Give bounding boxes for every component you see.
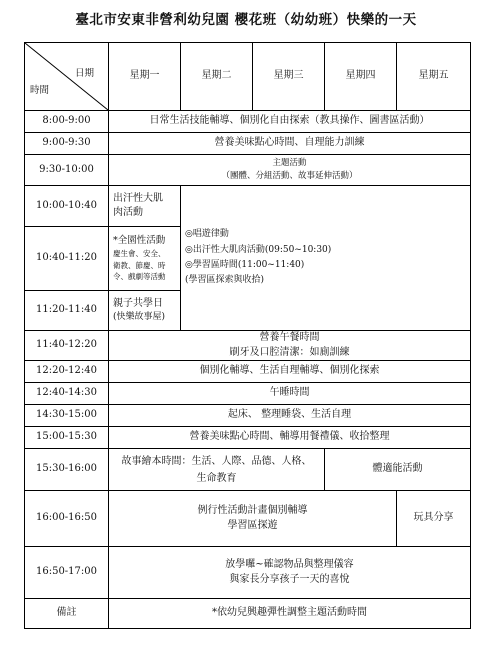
time-cell: 12:40-14:30 — [25, 383, 109, 405]
activity-cell: 個別化輔導、生活自理輔導、個別化探索 — [109, 361, 471, 383]
schedule-row — [25, 133, 471, 155]
activity-line: 與家長分享孩子一天的喜悅 — [229, 573, 350, 585]
activity-cell — [109, 491, 397, 547]
activity-cell — [109, 547, 471, 599]
activity-cell: 午睡時間 — [109, 383, 471, 405]
schedule-row — [25, 449, 471, 491]
activity-line: 出汗性大肌 — [113, 192, 163, 204]
activity-line: 生命教育 — [196, 472, 237, 484]
diagonal-date-label: 日期 — [74, 68, 94, 79]
schedule-row — [25, 331, 471, 361]
activity-cell — [109, 186, 181, 227]
schedule-row — [25, 547, 471, 599]
schedule-row — [25, 427, 471, 449]
activity-line: 肉活動 — [113, 207, 143, 218]
activity-line: 學習區探遊 — [227, 519, 278, 531]
time-cell: 10:40-11:20 — [25, 227, 109, 291]
activity-cell — [109, 449, 325, 491]
activity-line: 例行性活動計畫個別輔導 — [197, 505, 308, 516]
activity-cell — [109, 227, 181, 291]
diagonal-time-label: 時間 — [30, 85, 50, 97]
schedule-row — [25, 405, 471, 427]
activity-cell: 日常生活技能輔導、個別化自由探索（教具操作、圖書區活動） — [109, 111, 471, 133]
activity-cell — [109, 291, 181, 331]
time-cell: 14:30-15:00 — [25, 405, 109, 427]
activity-line: ◎唱遊律動 — [185, 229, 229, 240]
time-cell: 8:00-9:00 — [25, 111, 109, 133]
time-cell: 9:30-10:00 — [25, 155, 109, 186]
activity-line: 慶生會、安全、 — [113, 248, 166, 258]
schedule-table — [24, 42, 471, 629]
activity-cell: 體適能活動 — [325, 449, 471, 491]
activity-line: 令、戲劇等活動 — [113, 272, 166, 282]
notes-cell: *依幼兒興趣彈性調整主題活動時間 — [109, 599, 471, 629]
activity-line: 刷牙及口腔清潔：如廁訓練 — [229, 346, 350, 358]
time-cell: 10:00-10:40 — [25, 186, 109, 227]
activity-line: ◎出汗性大肌肉活動(09:50~10:30) — [185, 244, 332, 255]
schedule-row — [25, 155, 471, 186]
activity-line: (快樂故事屋) — [113, 312, 166, 323]
time-cell: 11:40-12:20 — [25, 331, 109, 361]
schedule-row — [25, 383, 471, 405]
notes-label-cell: 備註 — [25, 599, 109, 629]
activity-line: (學習區探索與收拾) — [185, 275, 265, 286]
activity-line: 主題活動 — [272, 157, 307, 168]
time-cell: 15:00-15:30 — [25, 427, 109, 449]
diagonal-header-cell — [25, 43, 109, 111]
activity-cell — [109, 331, 471, 361]
combined-activity-cell — [181, 186, 471, 331]
day-header-friday: 星期五 — [397, 43, 471, 111]
activity-cell: 營養美味點心時間、自理能力訓練 — [109, 133, 471, 155]
day-header-wednesday: 星期三 — [253, 43, 325, 111]
time-cell: 11:20-11:40 — [25, 291, 109, 331]
page-title: 臺北市安東非營利幼兒園 櫻花班（幼幼班）快樂的一天 — [75, 12, 417, 28]
activity-line: （團體、分組活動、故事延伸活動） — [221, 171, 358, 181]
activity-line: 營養午餐時間 — [259, 332, 320, 343]
day-header-thursday: 星期四 — [325, 43, 397, 111]
time-cell: 16:00-16:50 — [25, 491, 109, 547]
diagonal-line — [25, 43, 108, 110]
activity-line: ◎學習區時間(11:00~11:40) — [185, 260, 305, 270]
day-header-tuesday: 星期二 — [181, 43, 253, 111]
activity-cell: 營養美味點心時間、輔導用餐禮儀、收拾整理 — [109, 427, 471, 449]
activity-cell: 玩具分享 — [397, 491, 471, 547]
schedule-row — [25, 111, 471, 133]
schedule-row — [25, 186, 471, 227]
time-cell: 12:20-12:40 — [25, 361, 109, 383]
header-row — [25, 43, 471, 111]
activity-cell — [109, 155, 471, 186]
activity-line: 放學囉~確認物品與整理儀容 — [225, 559, 354, 570]
schedule-row — [25, 491, 471, 547]
activity-line: 衛教、節慶、時 — [113, 260, 166, 270]
time-cell: 9:00-9:30 — [25, 133, 109, 155]
activity-line: 故事繪本時間：生活、人際、品德、人格、 — [121, 455, 312, 467]
activity-line: *全園性活動 — [113, 235, 166, 247]
activity-line: 親子共學日 — [113, 297, 163, 309]
time-cell: 16:50-17:00 — [25, 547, 109, 599]
notes-row — [25, 599, 471, 629]
day-header-monday: 星期一 — [109, 43, 181, 111]
time-cell: 15:30-16:00 — [25, 449, 109, 491]
schedule-row — [25, 361, 471, 383]
activity-cell: 起床、 整理睡袋、生活自理 — [109, 405, 471, 427]
